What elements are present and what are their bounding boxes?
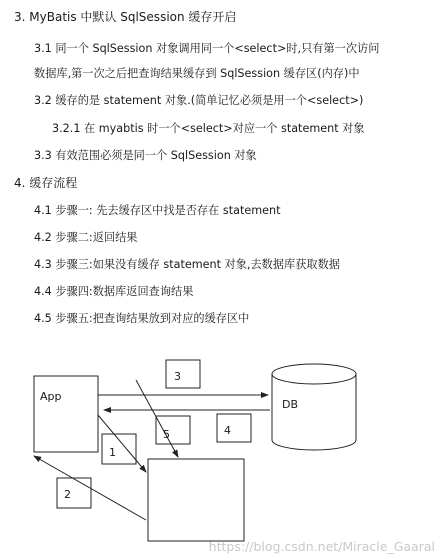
item-3-2-1-text: 在 myabtis 时一个<select>对应一个 statement 对象 [84,122,365,135]
item-4-2-text: 步骤二:返回结果 [55,231,138,244]
item-3-2-1 [52,120,365,136]
app-box [34,376,98,452]
item-3-1-text-continued: 数据库,第一次之后把查询结果缓存到 SqlSession 缓存区(内存)中 [34,67,360,80]
item-4-5-number: 4.5 [34,312,52,325]
item-4-4-number: 4.4 [34,285,52,298]
item-3-2 [34,92,363,108]
item-4-1-number: 4.1 [34,204,52,217]
heading-4-text: 缓存流程 [29,176,78,190]
cache-flow-diagram [0,340,445,560]
item-3-2-text: 缓存的是 statement 对象.(简单记忆必须是用一个<select>) [55,94,364,107]
step-3-label: 3 [174,370,181,383]
heading-3-text: MyBatis 中默认 SqlSession 缓存开启 [29,10,237,24]
item-3-1-continued [34,65,360,81]
item-4-1-text: 步骤一: 先去缓存区中找是否存在 statement [55,204,281,217]
heading-4-number: 4. [14,176,26,190]
step-2-box [57,478,91,508]
step-5-label: 5 [163,428,170,441]
cache-box [148,459,244,541]
item-3-3 [34,147,257,163]
heading-3-number: 3. [14,10,26,24]
item-3-2-number: 3.2 [34,94,52,107]
item-3-1-text: 同一个 SqlSession 对象调用同一个<select>时,只有第一次访问 [55,42,380,55]
item-4-3 [34,256,340,272]
item-3-1 [34,40,379,56]
item-4-5-text: 步骤五:把查询结果放到对应的缓存区中 [55,312,250,325]
step-4-label: 4 [224,424,231,437]
item-3-1-number: 3.1 [34,42,52,55]
item-3-3-text: 有效范围必须是同一个 SqlSession 对象 [55,149,257,162]
item-3-2-1-number: 3.2.1 [52,122,81,135]
step-3-box [166,360,200,388]
item-4-4 [34,283,193,299]
item-4-1 [34,202,280,218]
item-4-3-text: 步骤三:如果没有缓存 statement 对象,去数据库获取数据 [55,258,340,271]
step-5-box [156,416,190,444]
item-4-5 [34,310,249,326]
db-label: DB [282,398,299,411]
app-label: App [40,390,62,403]
watermark: https://blog.csdn.net/Miracle_Gaaral [208,539,435,554]
item-4-3-number: 4.3 [34,258,52,271]
item-4-2 [34,229,137,245]
item-4-4-text: 步骤四:数据库返回查询结果 [55,285,194,298]
step-2-label: 2 [64,488,71,501]
heading-4 [14,174,77,191]
heading-3 [14,8,236,25]
step-4-box [217,414,251,442]
item-4-2-number: 4.2 [34,231,52,244]
step-1-box [102,434,136,464]
arrow-cache-to-app [34,456,146,520]
step-1-label: 1 [109,446,116,459]
item-3-3-number: 3.3 [34,149,52,162]
